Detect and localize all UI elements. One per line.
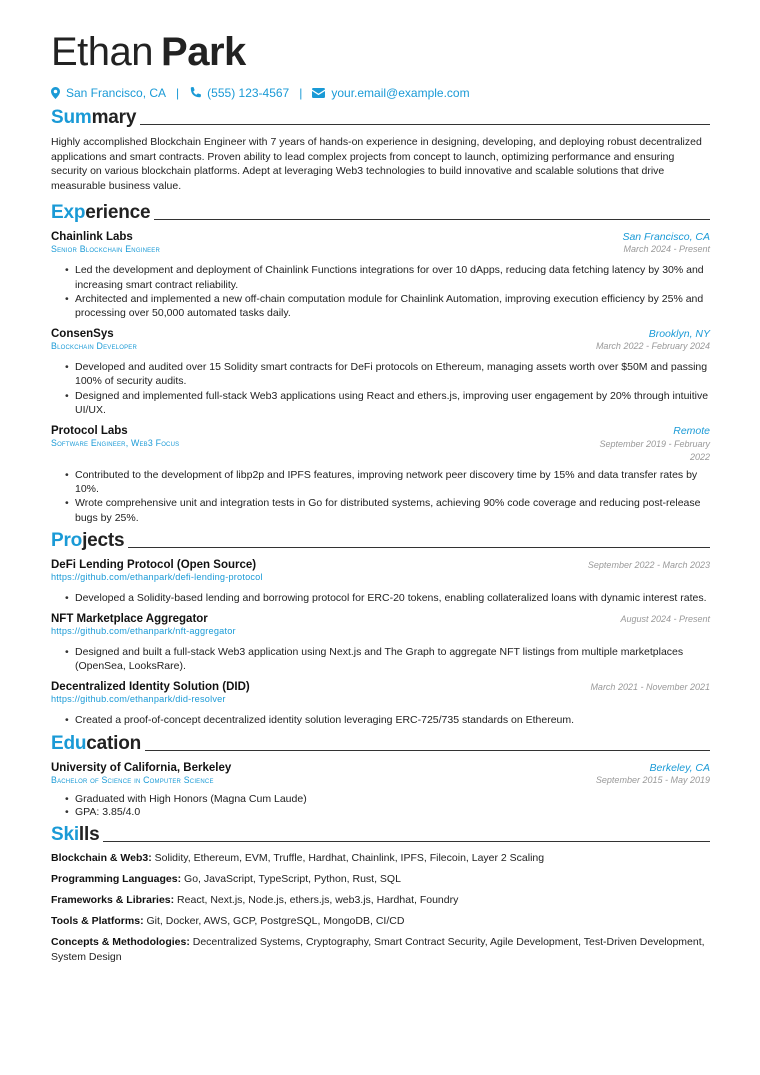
- entry-location: Berkeley, CA: [649, 761, 710, 774]
- section-rule: [145, 750, 710, 751]
- resume-name: [51, 28, 710, 76]
- section-title: Experience: [51, 202, 151, 224]
- bullet-list: [51, 360, 710, 417]
- bullet-list: [51, 645, 710, 673]
- experience-entry: [51, 425, 710, 525]
- company-name: Chainlink Labs: [51, 231, 133, 244]
- section-header-summary: [51, 106, 710, 128]
- list-item: • Led the development and deployment of Chainlink Functions integrations for over 10 dApps, reducing data fetching latency by 30% and increasing smart contract reliability.: [65, 263, 710, 291]
- job-title: Senior Blockchain Engineer: [51, 244, 161, 255]
- entry-dates: September 2022 - March 2023: [587, 559, 710, 570]
- project-entry: [51, 559, 710, 605]
- list-item: • Developed and audited over 15 Solidity smart contracts for DeFi protocols on Ethereum, managing assets worth over $50M and passing 100% of security audits.: [65, 360, 710, 388]
- list-item: • Architected and implemented a new off-chain computation module for Chainlink Automation, improving execution efficiency by 25% and processing over 50,000 automated tasks daily.: [65, 292, 710, 320]
- skill-label: Frameworks & Libraries:: [51, 894, 175, 907]
- list-item: • Graduated with High Honors (Magna Cum Laude): [65, 793, 710, 806]
- entry-dates: March 2022 - February 2024: [595, 341, 710, 352]
- skill-label: Programming Languages:: [51, 872, 182, 885]
- skill-label: Blockchain & Web3:: [51, 851, 152, 864]
- project-name: Decentralized Identity Solution (DID): [51, 681, 250, 694]
- skill-row: [51, 851, 710, 865]
- contact-location: [51, 86, 166, 100]
- project-name: NFT Marketplace Aggregator: [51, 613, 208, 626]
- entry-location: San Francisco, CA: [622, 231, 710, 244]
- list-item: • Developed a Solidity-based lending and borrowing protocol for ERC-20 tokens, enabling collateralized loans with dynamic interest rates.: [65, 591, 710, 605]
- entry-dates: September 2019 - February 2022: [599, 439, 710, 462]
- job-title: Software Engineer, Web3 Focus: [51, 438, 180, 448]
- summary-text: Highly accomplished Blockchain Engineer with 7 years of hands-on experience in designing, developing, and deploying robust decentralized applications and smart contracts. Proven ability to lead complex projects from concept to launch, optimizing performance and ensuring security on various blockchain platforms. Adept at leveraging Web3 technologies to build innovative and scalable solutions that drive measurable business value.: [51, 136, 702, 192]
- section-title: Education: [51, 732, 142, 754]
- entry-dates: August 2024 - Present: [620, 614, 710, 625]
- entry-location: Remote: [673, 425, 710, 437]
- project-link[interactable]: https://github.com/ethanpark/did-resolver: [51, 694, 226, 705]
- entry-dates: March 2024 - Present: [623, 244, 710, 255]
- list-item: • GPA: 3.85/4.0: [65, 806, 710, 819]
- bullet-list: [51, 713, 710, 727]
- company-name: Protocol Labs: [51, 425, 128, 437]
- section-rule: [103, 841, 710, 842]
- section-header-projects: [51, 529, 710, 551]
- list-item: • Contributed to the development of libp2p and IPFS features, improving network peer discovery time by 15% and data transfer rates by 10%.: [65, 468, 710, 496]
- section-rule: [154, 219, 710, 220]
- skill-row: [51, 893, 710, 907]
- section-header-experience: [51, 201, 710, 223]
- list-item: • Created a proof-of-concept decentralized identity solution leveraging ERC-725/735 standards on Ethereum.: [65, 713, 710, 727]
- bullet-list: [51, 591, 710, 605]
- school-name: University of California, Berkeley: [51, 761, 232, 774]
- phone-text: (555) 123-4567: [207, 86, 290, 100]
- project-name: DeFi Lending Protocol (Open Source): [51, 558, 257, 571]
- project-link[interactable]: https://github.com/ethanpark/nft-aggregator: [51, 626, 236, 637]
- section-title: Skills: [51, 823, 100, 845]
- skill-row: [51, 872, 710, 886]
- list-item: • Designed and built a full-stack Web3 application using Next.js and The Graph to aggregate NFT listings from multiple marketplaces (OpenSea, LooksRare).: [65, 645, 710, 673]
- skill-value: Decentralized Systems, Cryptography, Smart Contract Security, Agile Development, Test-Driven Development, System Design: [51, 936, 705, 963]
- contact-separator: |: [176, 86, 180, 100]
- map-marker-icon: [51, 87, 60, 99]
- section-title: Summary: [51, 107, 137, 128]
- list-item: • Wrote comprehensive unit and integration tests in Go for distributed systems, achieving 90% code coverage and reducing post-release bugs by 25%.: [65, 496, 710, 524]
- skill-label: Concepts & Methodologies:: [51, 936, 190, 949]
- experience-entry: [51, 231, 710, 320]
- experience-entry: [51, 328, 710, 417]
- skill-label: Tools & Platforms:: [51, 915, 144, 928]
- skill-value: React, Next.js, Node.js, ethers.js, web3.js, Hardhat, Foundry: [174, 894, 459, 907]
- section-title: Projects: [51, 529, 125, 551]
- education-entry: [51, 762, 710, 819]
- project-link[interactable]: https://github.com/ethanpark/defi-lending-protocol: [51, 571, 263, 582]
- section-rule: [140, 124, 710, 125]
- entry-dates: March 2021 - November 2021: [590, 682, 710, 693]
- skill-value: Go, JavaScript, TypeScript, Python, Rust, SQL: [181, 872, 401, 885]
- email-text: your.email@example.com: [331, 86, 470, 100]
- first-name: Ethan: [51, 30, 154, 74]
- contact-email[interactable]: [312, 86, 469, 100]
- contact-separator: |: [299, 86, 303, 100]
- job-title: Blockchain Developer: [51, 341, 138, 352]
- bullet-list: [51, 263, 710, 320]
- bullet-list: [51, 468, 710, 525]
- resume-page: [51, 28, 710, 971]
- degree: Bachelor of Science in Computer Science: [51, 774, 214, 785]
- bullet-list: [51, 793, 710, 819]
- company-name: ConsenSys: [51, 328, 114, 341]
- contact-phone[interactable]: [189, 86, 289, 100]
- location-text: San Francisco, CA: [66, 86, 167, 100]
- last-name: Park: [161, 30, 246, 74]
- section-header-education: [51, 732, 710, 754]
- entry-dates: September 2015 - May 2019: [595, 774, 710, 785]
- entry-location: Brooklyn, NY: [648, 328, 710, 341]
- skill-value: Git, Docker, AWS, GCP, PostgreSQL, MongoDB, CI/CD: [143, 915, 405, 928]
- skills-list: [51, 851, 710, 964]
- list-item: • Designed and implemented full-stack Web3 applications using React and ethers.js, improving user engagement by 20% through intuitive UI/UX.: [65, 389, 710, 417]
- project-entry: [51, 681, 710, 727]
- project-entry: [51, 613, 710, 673]
- skill-row: [51, 935, 710, 963]
- phone-icon: [189, 87, 201, 99]
- skill-row: [51, 914, 710, 928]
- envelope-icon: [312, 88, 325, 98]
- contact-line: [51, 85, 710, 101]
- section-header-skills: [51, 823, 710, 845]
- section-rule: [128, 547, 710, 548]
- skill-value: Solidity, Ethereum, EVM, Truffle, Hardhat, Chainlink, IPFS, Filecoin, Layer 2 Scaling: [151, 851, 545, 864]
